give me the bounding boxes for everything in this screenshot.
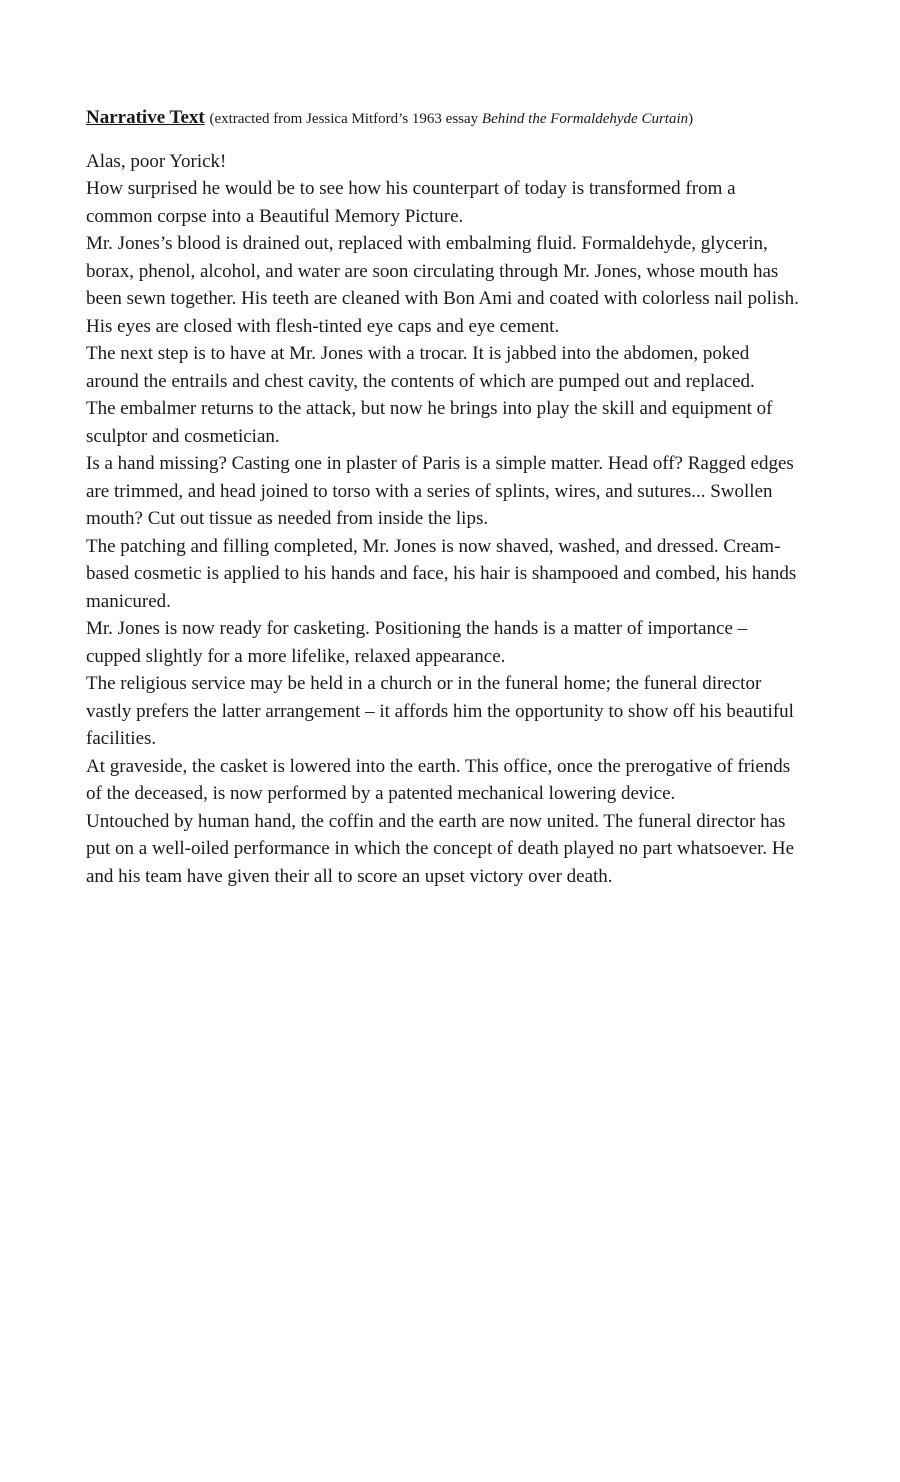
source-note-prefix: (extracted from Jessica Mitford’s 1963 essay — [209, 111, 482, 127]
document-title: Narrative Text — [86, 107, 205, 128]
source-note — [209, 111, 693, 127]
paragraph-restoration: Is a hand missing? Casting one in plaster of Paris is a simple matter. Head off? Ragged edges are trimmed, and head joined to torso with a series of splints, wires, and sutures... Swollen mouth? Cut out tissue as needed from inside the lips. — [86, 453, 794, 529]
paragraph-trocar: The next step is to have at Mr. Jones with a trocar. It is jabbed into the abdomen, poked around the entrails and chest cavity, the contents of which are pumped out and replaced. — [86, 343, 755, 392]
paragraph-casketing: Mr. Jones is now ready for casketing. Positioning the hands is a matter of importance – cupped slightly for a more lifelike, relaxed appearance. — [86, 618, 748, 667]
paragraph-sculptor: The embalmer returns to the attack, but now he brings into play the skill and equipment of sculptor and cosmetician. — [86, 398, 773, 447]
paragraph-opening-line: Alas, poor Yorick! — [86, 150, 227, 172]
paragraph-dressing: The patching and filling completed, Mr. Jones is now shaved, washed, and dressed. Cream-based cosmetic is applied to his hands and face, his hair is shampooed and combed, his hands manicured. — [86, 535, 797, 612]
source-essay-title: Behind the Formaldehyde Curtain — [481, 111, 689, 127]
paragraph-graveside: At graveside, the casket is lowered into the earth. This office, once the prerogative of friends of the deceased, is now performed by a patented mechanical lowering device. — [86, 755, 791, 804]
paragraph-conclusion: Untouched by human hand, the coffin and the earth are now united. The funeral director has put on a well-oiled performance in which the concept of death played no part whatsoever. He and his team have given their all to score an upset victory over death. — [86, 810, 795, 887]
paragraph-service: The religious service may be held in a church or in the funeral home; the funeral director vastly prefers the latter arrangement – it affords him the opportunity to show off his beautiful facilities. — [86, 673, 794, 749]
document-header — [86, 104, 806, 134]
source-note-suffix: ) — [688, 111, 694, 127]
paragraph-embalming: Mr. Jones’s blood is drained out, replaced with embalming fluid. Formaldehyde, glycerin, borax, phenol, alcohol, and water are soon circulating through Mr. Jones, whose mouth has been sewn together. His teeth are cleaned with Bon Ami and coated with colorless nail polish. His eyes are closed with flesh-tinted eye caps and eye cement. — [86, 233, 799, 337]
document-body — [86, 104, 806, 890]
paragraph-intro: How surprised he would be to see how his counterpart of today is transformed from a common corpse into a Beautiful Memory Picture. — [86, 178, 736, 227]
